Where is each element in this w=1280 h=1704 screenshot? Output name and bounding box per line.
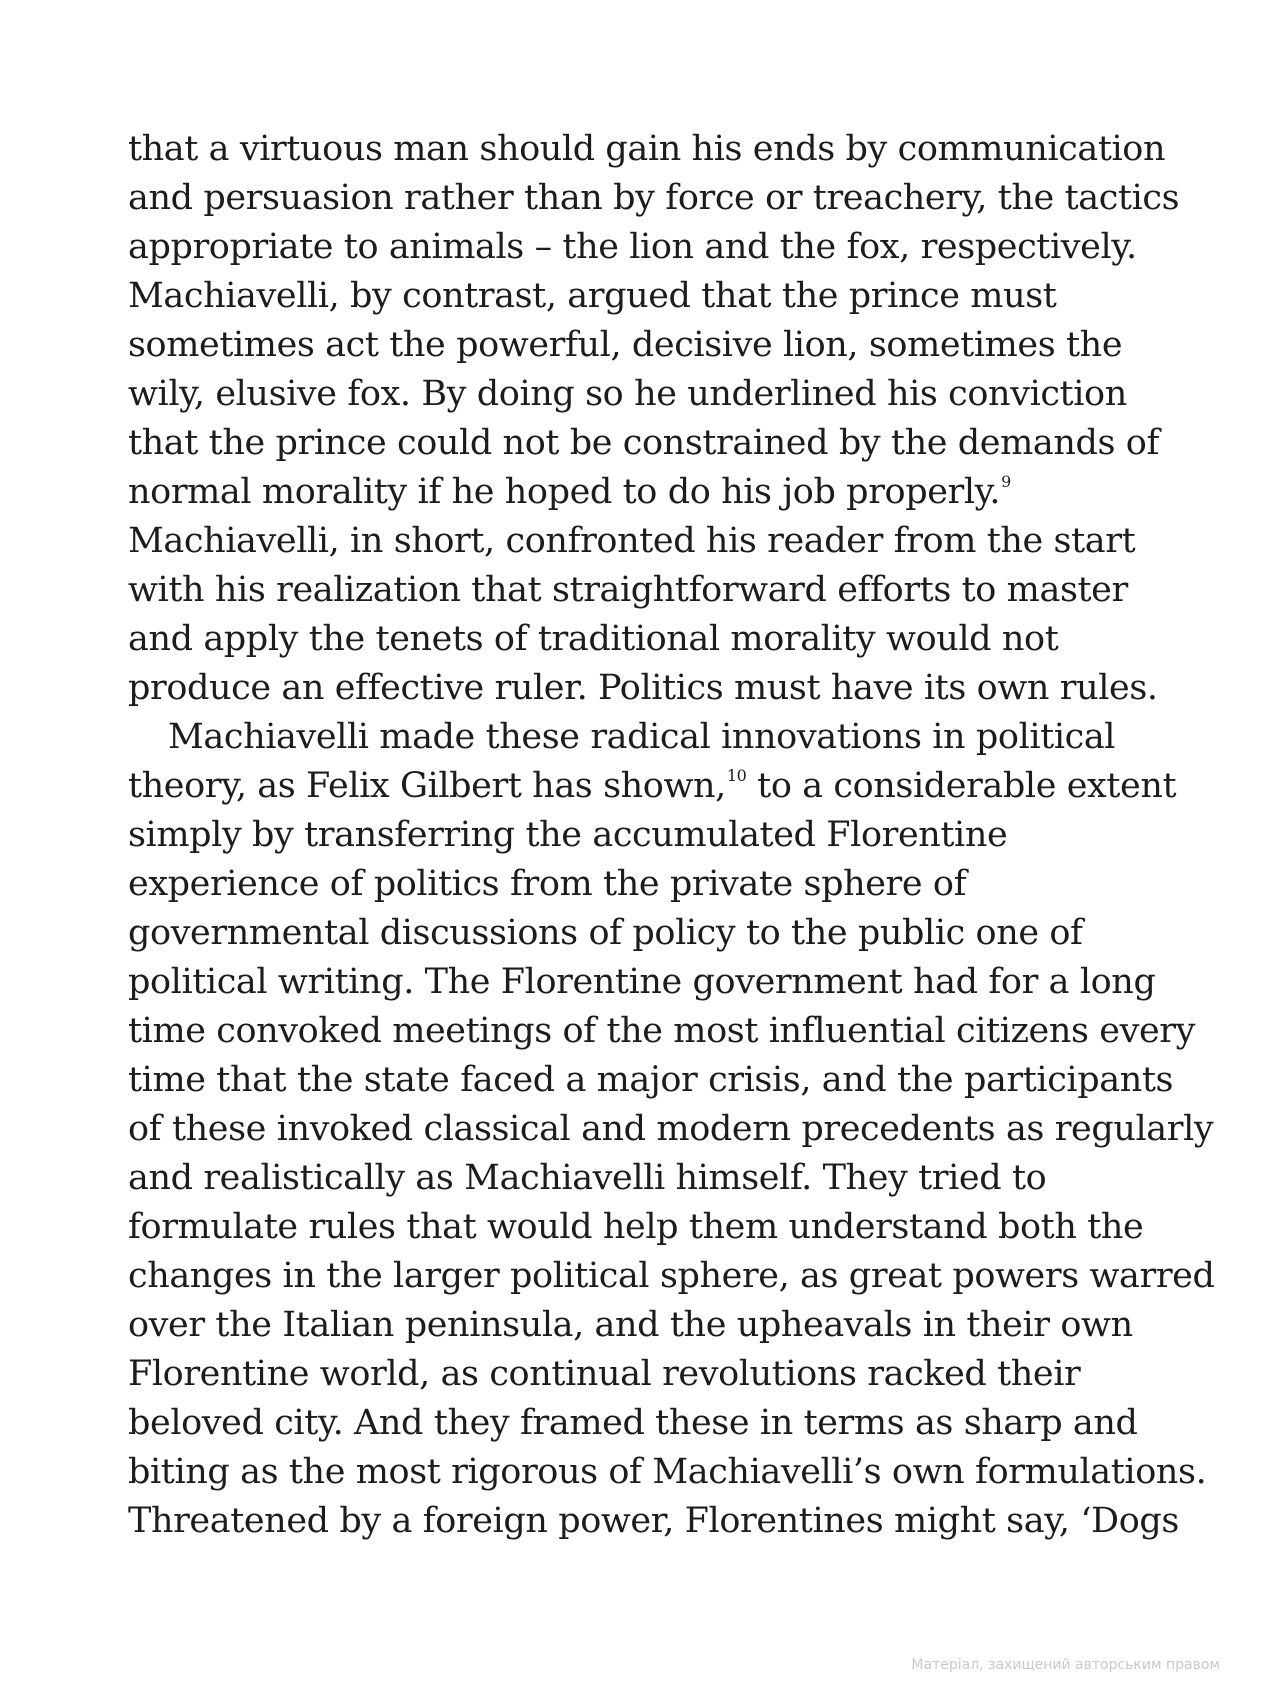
text-line: sometimes act the powerful, decisive lion, sometimes the: [128, 325, 1123, 365]
text-line: of these invoked classical and modern precedents as regularly: [128, 1109, 1214, 1149]
text-fragment: to a considerable extent: [746, 766, 1177, 806]
text-line-with-footnote: [128, 762, 1228, 811]
footnote-ref-10: 10: [726, 766, 747, 785]
text-line: that a virtuous man should gain his ends by communication: [128, 129, 1166, 169]
paragraph-start-line: Machiavelli made these radical innovations in political: [168, 717, 1116, 757]
text-line: and persuasion rather than by force or treachery, the tactics: [128, 178, 1180, 218]
text-line: biting as the most rigorous of Machiavelli’s own formulations.: [128, 1452, 1207, 1492]
text-line: governmental discussions of policy to the public one of: [128, 913, 1083, 953]
text-line: formulate rules that would help them understand both the: [128, 1207, 1144, 1247]
copyright-watermark: Матеріал, захищений авторським правом: [911, 1657, 1220, 1673]
footnote-ref-9: 9: [1001, 472, 1011, 491]
text-line: appropriate to animals – the lion and the fox, respectively.: [128, 227, 1137, 267]
text-fragment: normal morality if he hoped to do his job properly.: [128, 472, 1001, 512]
text-line: Machiavelli, in short, confronted his reader from the start: [128, 521, 1136, 561]
text-line: with his realization that straightforward efforts to master: [128, 570, 1128, 610]
text-line: that the prince could not be constrained by the demands of: [128, 423, 1160, 463]
text-line: produce an effective ruler. Politics must have its own rules.: [128, 668, 1158, 708]
text-line: time that the state faced a major crisis, and the participants: [128, 1060, 1174, 1100]
text-line: and apply the tenets of traditional morality would not: [128, 619, 1059, 659]
text-line: beloved city. And they framed these in terms as sharp and: [128, 1403, 1138, 1443]
text-fragment: theory, as Felix Gilbert has shown,: [128, 766, 726, 806]
text-line: and realistically as Machiavelli himself. They tried to: [128, 1158, 1047, 1198]
text-line: Threatened by a foreign power, Florentines might say, ‘Dogs: [128, 1501, 1179, 1541]
text-line: simply by transferring the accumulated Florentine: [128, 815, 1008, 855]
text-line: Machiavelli, by contrast, argued that the prince must: [128, 276, 1057, 316]
text-line: political writing. The Florentine government had for a long: [128, 962, 1156, 1002]
text-line: changes in the larger political sphere, as great powers warred: [128, 1256, 1215, 1296]
text-line: wily, elusive fox. By doing so he underlined his conviction: [128, 374, 1127, 414]
body-text: [128, 125, 1228, 1546]
text-line: time convoked meetings of the most influential citizens every: [128, 1011, 1195, 1051]
text-line-with-footnote: [128, 468, 1228, 517]
text-line: over the Italian peninsula, and the upheavals in their own: [128, 1305, 1133, 1345]
text-line: Florentine world, as continual revolutions racked their: [128, 1354, 1081, 1394]
text-line: experience of politics from the private sphere of: [128, 864, 967, 904]
